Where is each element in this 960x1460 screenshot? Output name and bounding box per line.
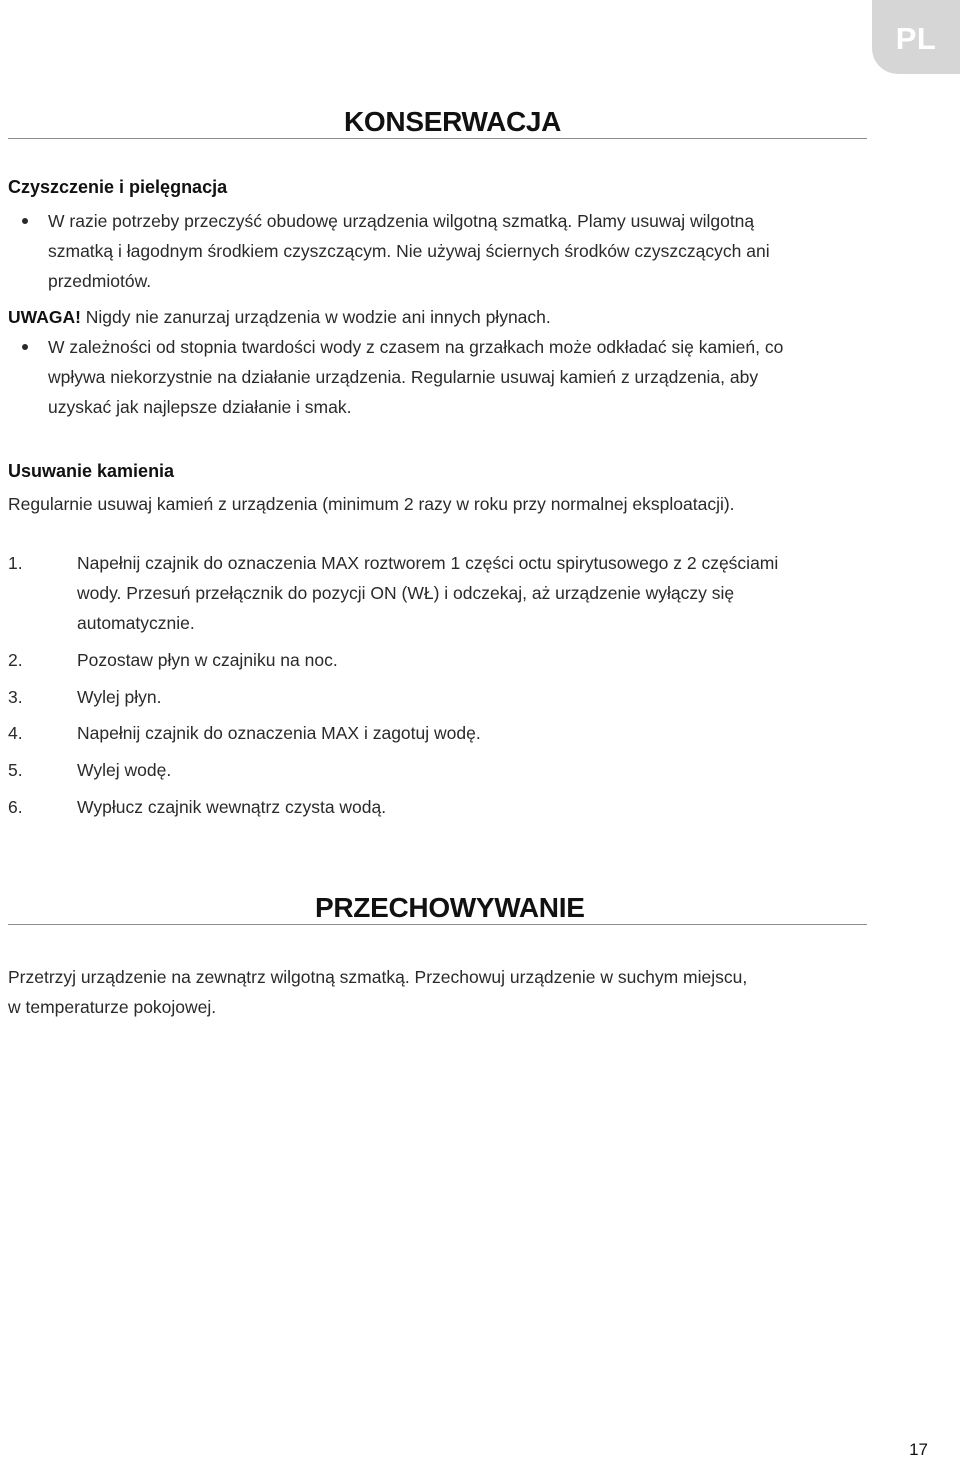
paragraph-line: W zależności od stopnia twardości wody z czasem na grzałkach może odkładać się kamień, co (48, 337, 784, 357)
cleaning-bullet-2 (48, 332, 783, 422)
step-text: Napełnij czajnik do oznaczenia MAX i zagotuj wodę. (77, 723, 481, 743)
warning-line (8, 302, 551, 332)
step-number: 3. (8, 687, 23, 707)
step-text: Pozostaw płyn w czajniku na noc. (77, 650, 338, 670)
step-number: 6. (8, 797, 23, 817)
paragraph-line: wpływa niekorzystnie na działanie urządzenia. Regularnie usuwaj kamień z urządzenia, aby (48, 367, 759, 387)
paragraph-line: przedmiotów. (48, 271, 152, 291)
section-divider (8, 924, 867, 925)
warning-text: Nigdy nie zanurzaj urządzenia w wodzie ani innych płynach. (80, 307, 551, 327)
step-number: 5. (8, 760, 23, 780)
language-tab: PL (872, 0, 960, 74)
cleaning-bullet-1 (48, 206, 770, 296)
subheading-descaling: Usuwanie kamienia (8, 461, 175, 481)
paragraph-line: wody. Przesuń przełącznik do pozycji ON (WŁ) i odczekaj, aż urządzenie wyłączy się (77, 583, 735, 603)
paragraph-line: Napełnij czajnik do oznaczenia MAX roztworem 1 części octu spirytusowego z 2 częściami (77, 553, 779, 573)
paragraph-line: W razie potrzeby przeczyść obudowę urządzenia wilgotną szmatką. Plamy usuwaj wilgotną (48, 211, 755, 231)
step-number: 1. (8, 553, 23, 573)
paragraph-line: Przetrzyj urządzenie na zewnątrz wilgotną szmatką. Przechowuj urządzenie w suchym miejscu, (8, 967, 748, 987)
step-text: Wylej płyn. (77, 687, 162, 707)
step-text: Wypłucz czajnik wewnątrz czysta wodą. (77, 797, 387, 817)
step-number: 2. (8, 650, 23, 670)
paragraph-line: automatycznie. (77, 613, 195, 633)
storage-text (8, 962, 747, 1022)
subheading-cleaning: Czyszczenie i pielęgnacja (8, 177, 228, 197)
warning-label: UWAGA! (8, 307, 81, 327)
descaling-intro: Regularnie usuwaj kamień z urządzenia (minimum 2 razy w roku przy normalnej eksploatacji). (8, 494, 735, 514)
section-title-maintenance: KONSERWACJA (344, 106, 562, 137)
paragraph-line: szmatką i łagodnym środkiem czyszczącym. Nie używaj ściernych środków czyszczących ani (48, 241, 770, 261)
step-number: 4. (8, 723, 23, 743)
step-text: Wylej wodę. (77, 760, 172, 780)
section-divider (8, 138, 867, 139)
bullet-marker (22, 344, 28, 350)
paragraph-line: uzyskać jak najlepsze działanie i smak. (48, 397, 352, 417)
step-text (77, 548, 778, 638)
paragraph-line: w temperaturze pokojowej. (8, 997, 217, 1017)
section-title-storage: PRZECHOWYWANIE (315, 892, 585, 923)
bullet-marker (22, 218, 28, 224)
page-number: 17 (909, 1440, 928, 1459)
